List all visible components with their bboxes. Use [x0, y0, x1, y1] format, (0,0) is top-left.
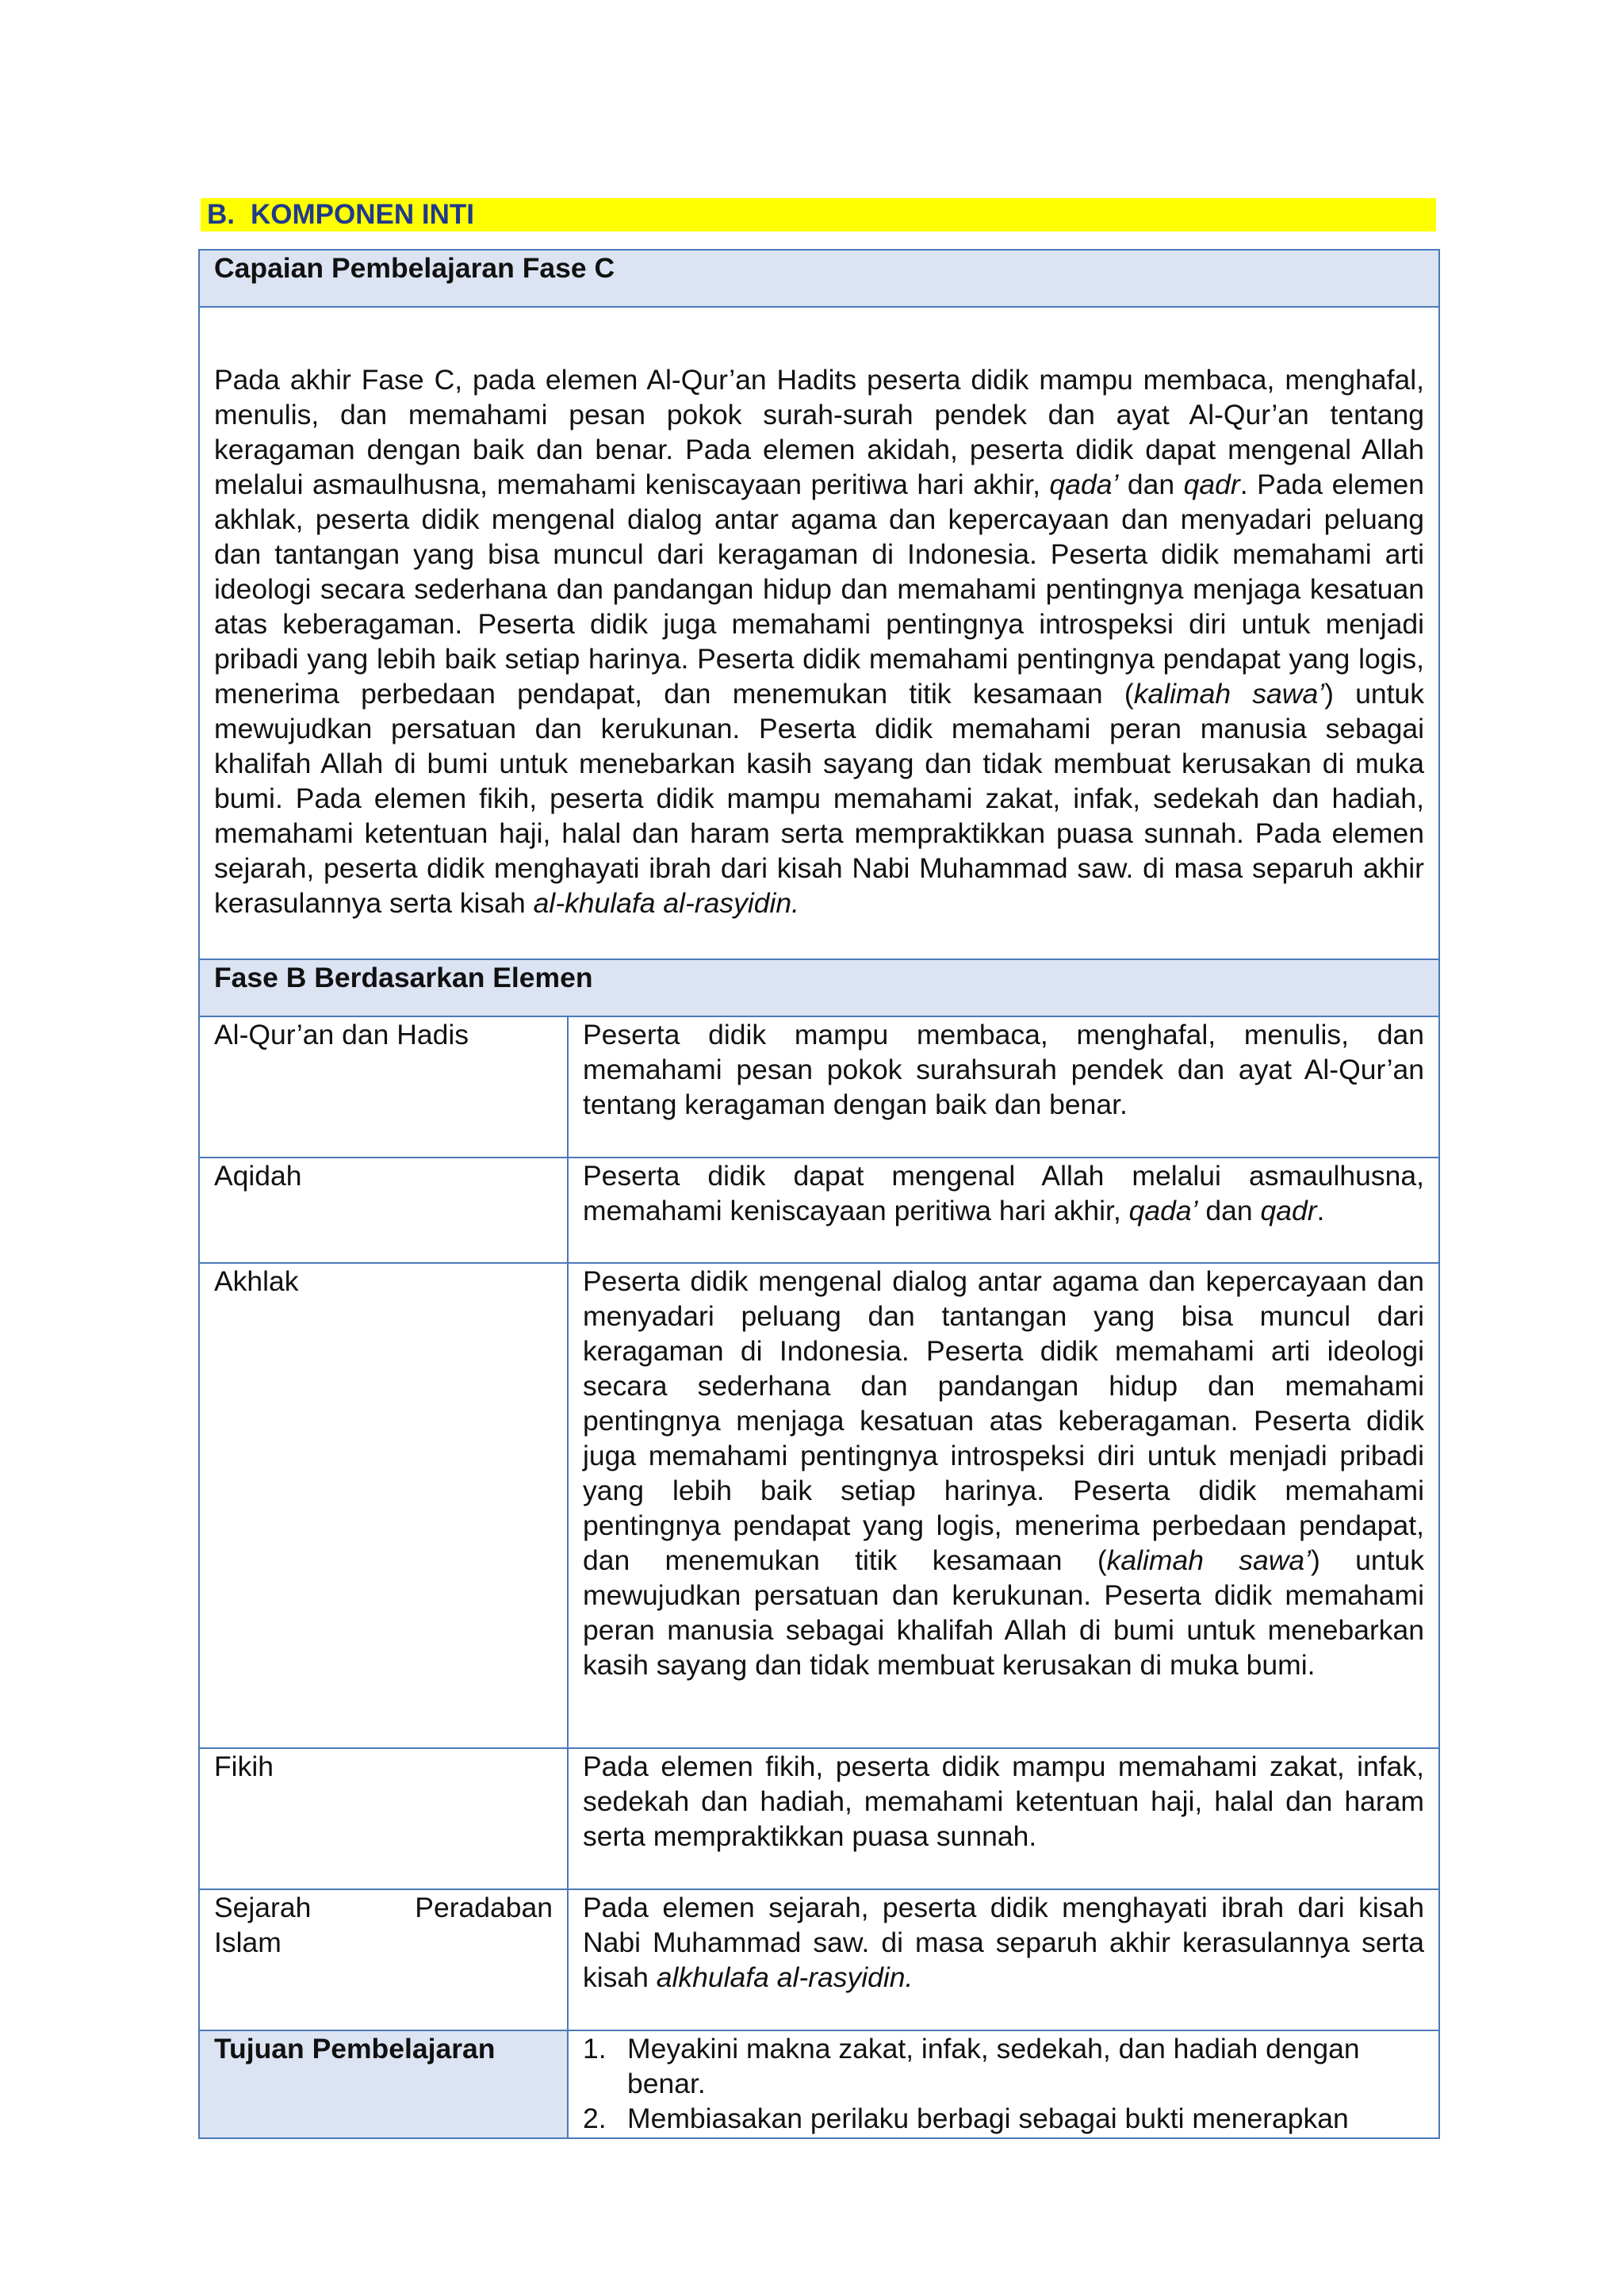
element-name-sejarah	[199, 1889, 568, 2030]
list-item-number: 2.	[583, 2103, 607, 2134]
capaian-paragraph: Pada akhir Fase C, pada elemen Al-Qur’an Hadits peserta didik mampu membaca, menghafal, menulis, dan memahami pesan pokok surah-surah pendek dan ayat Al-Qur’an tentang keragaman dengan baik dan benar. Pada elemen akidah, peserta didik dapat mengenal Allah melalui asmaulhusna, memahami keniscayaan peritiwa hari akhir, qada’ dan qadr. Pada elemen akhlak, peserta didik mengenal dialog antar agama dan kepercayaan dan menyadari peluang dan tantangan yang bisa muncul dari keragaman di Indonesia. Peserta didik memahami arti ideologi secara sederhana dan pandangan hidup dan memahami pentingnya menjaga kesatuan atas keberagaman. Peserta didik juga memahami pentingnya introspeksi diri untuk menjadi pribadi yang lebih baik setiap harinya. Peserta didik memahami pentingnya pendapat yang logis, menerima perbedaan pendapat, dan menemukan titik kesamaan (kalimah sawa’) untuk mewujudkan persatuan dan kerukunan. Peserta didik memahami peran manusia sebagai khalifah Allah di bumi untuk menebarkan kasih sayang dan tidak membuat kerusakan di muka bumi. Pada elemen fikih, peserta didik mampu memahami zakat, infak, sedekah dan hadiah, memahami ketentuan haji, halal dan haram serta mempraktikkan puasa sunnah. Pada elemen sejarah, peserta didik menghayati ibrah dari kisah Nabi Muhammad saw. di masa separuh akhir kerasulannya serta kisah al-khulafa al-rasyidin.	[214, 364, 1424, 919]
element-desc-akhlak: Peserta didik mengenal dialog antar agama dan kepercayaan dan menyadari peluang dan tantangan yang bisa muncul dari keragaman di Indonesia. Peserta didik memahami arti ideologi secara sederhana dan pandangan hidup dan memahami pentingnya menjaga kesatuan atas keberagaman. Peserta didik juga memahami pentingnya introspeksi diri untuk menjadi pribadi yang lebih baik setiap harinya. Peserta didik memahami pentingnya pendapat yang logis, menerima perbedaan pendapat, dan menemukan titik kesamaan (kalimah sawa’) untuk mewujudkan persatuan dan kerukunan. Peserta didik memahami peran manusia sebagai khalifah Allah di bumi untuk menebarkan kasih sayang dan tidak membuat kerusakan di muka bumi.	[568, 1263, 1439, 1748]
section-letter: B.	[207, 199, 235, 230]
element-name-akhlak: Akhlak	[199, 1263, 568, 1748]
tujuan-row	[199, 2030, 1439, 2138]
tujuan-list-cell	[568, 2030, 1439, 2138]
list-item-text: Membiasakan perilaku berbagi sebagai bukti menerapkan	[627, 2103, 1349, 2134]
list-item-number: 1.	[583, 2033, 607, 2064]
element-name-sejarah-b: Peradaban	[415, 1892, 553, 1923]
list-item	[583, 2101, 1424, 2136]
list-item-text: Meyakini makna zakat, infak, sedekah, dan hadiah dengan benar.	[627, 2033, 1360, 2099]
capaian-text-cell	[199, 307, 1439, 959]
tujuan-label: Tujuan Pembelajaran	[199, 2030, 568, 2138]
list-item	[583, 2031, 1424, 2101]
element-desc-aqidah: Peserta didik dapat mengenal Allah melalui asmaulhusna, memahami keniscayaan peritiwa hari akhir, qada’ dan qadr.	[568, 1158, 1439, 1263]
element-desc-fikih: Pada elemen fikih, peserta didik mampu memahami zakat, infak, sedekah dan hadiah, memahami ketentuan haji, halal dan haram serta mempraktikkan puasa sunnah.	[568, 1748, 1439, 1889]
section-heading	[201, 198, 1436, 232]
element-name-sejarah-a: Sejarah	[214, 1892, 312, 1923]
element-desc-sejarah: Pada elemen sejarah, peserta didik menghayati ibrah dari kisah Nabi Muhammad saw. di masa separuh akhir kerasulannya serta kisah alkhulafa al-rasyidin.	[568, 1889, 1439, 2030]
element-name-sejarah-c: Islam	[214, 1927, 282, 1958]
table-row	[199, 1016, 1439, 1158]
fase-b-header-row	[199, 959, 1439, 1016]
table-row	[199, 1263, 1439, 1748]
element-name-fikih: Fikih	[199, 1748, 568, 1889]
capaian-header-row	[199, 250, 1439, 307]
element-desc-quran: Peserta didik mampu membaca, menghafal, menulis, dan memahami pesan pokok surahsurah pendek dan ayat Al-Qur’an tentang keragaman dengan baik dan benar.	[568, 1016, 1439, 1158]
table-row	[199, 1158, 1439, 1263]
capaian-body-row	[199, 307, 1439, 959]
tujuan-list	[583, 2031, 1424, 2136]
capaian-header: Capaian Pembelajaran Fase C	[199, 250, 1439, 307]
komponen-inti-table	[198, 249, 1440, 2139]
element-name-aqidah: Aqidah	[199, 1158, 568, 1263]
element-name-quran: Al-Qur’an dan Hadis	[199, 1016, 568, 1158]
fase-b-header: Fase B Berdasarkan Elemen	[199, 959, 1439, 1016]
table-row	[199, 1748, 1439, 1889]
section-title: KOMPONEN INTI	[251, 199, 474, 230]
table-row	[199, 1889, 1439, 2030]
